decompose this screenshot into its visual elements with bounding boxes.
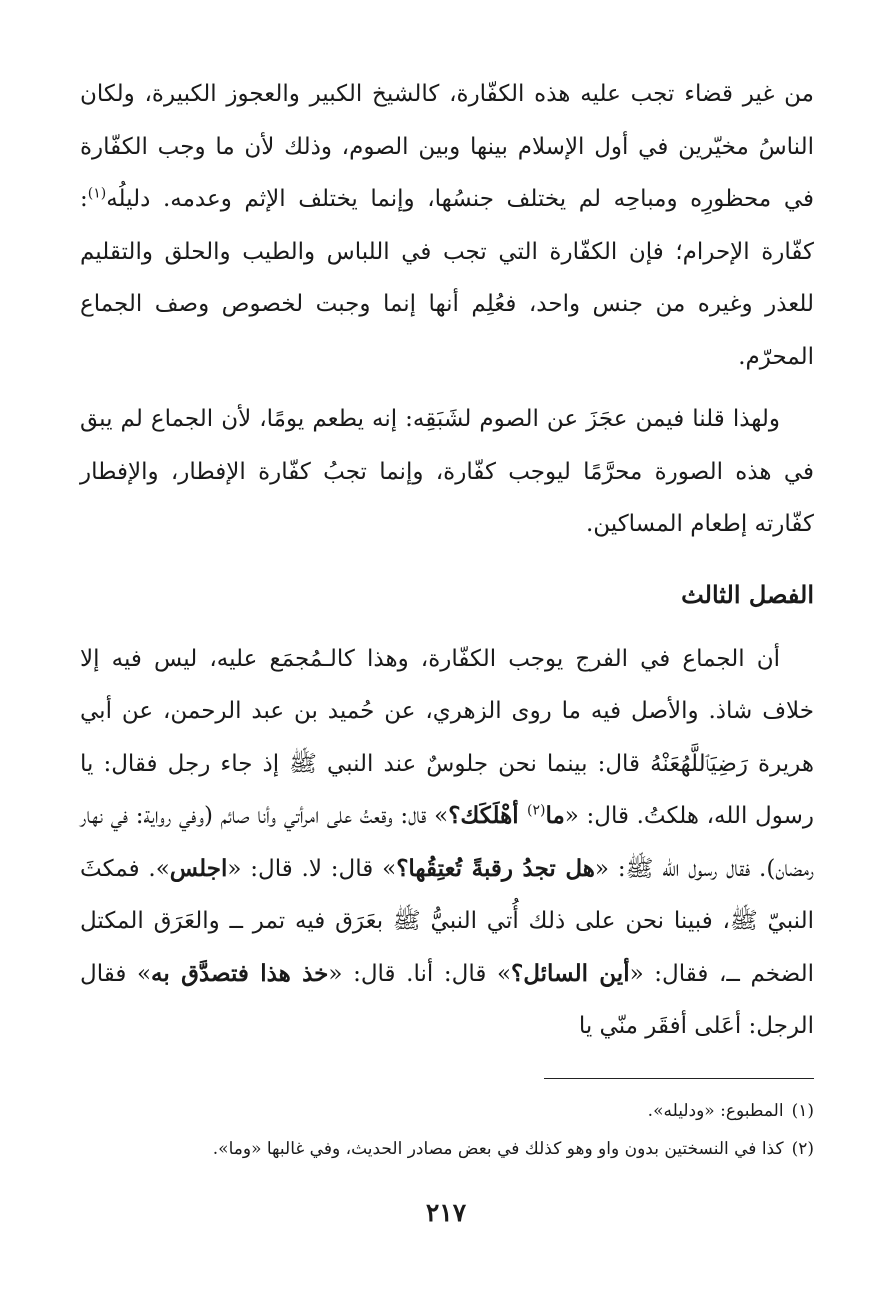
paragraph-1: من غير قضاء تجب عليه هذه الكفّارة، كالشيخ الكبير والعجوز الكبيرة، ولكان الناسُ مخيّرين في أول الإسلام بينها وبين الصوم، وذلك لأن ما وجب الكفّارة في محظورِه ومباحِه لم يختلف جنسُها، وإنما يختلف الإثم وعدمه. دليلُه$^{(١)}$: كفّارة الإحرام؛ فإن الكفّارة التي تجب في اللباس والطيب والحلق والتقليم للعذر وغيره من جنس واحد، فعُلِم أنها إنما وجبت لخصوص وصف الجماع المحرّم. [80,81,814,370]
footnote-ref-2: (٢) [526,802,546,819]
footnote-2: (٢)كذا في النسختين بدون واو وهو كذلك في بعض مصادر الحديث، وفي غالبها «وما». [212,1139,814,1159]
footnote-separator [544,1078,814,1079]
paragraph-2: ولهذا قلنا فيمن عجَزَ عن الصوم لشَبَقِه: إنه يطعم يومًا، لأن الجماع لم يبق في هذه الصورة محرَّمًا ليوجب كفّارة، وإنما تجبُ كفّارة الإفطار، والإفطار كفّارته إطعام المساكين. [80,406,814,537]
paragraph-3: أن الجماع في الفرج يوجب الكفّارة، وهذا كالـمُجمَع عليه، ليس فيه إلا خلاف شاذ. والأصل فيه ما روى الزهري، عن حُميد بن عبد الرحمن، عن أبي هريرة رَضِيَٱللَّهُعَنْهُ قال: بينما نحن جلوسٌ عند النبي ﷺ إذ جاء رجل فقال: يا رسول الله، هلكتُ. قال: «ما$^{(٢)}$ أهْلَكَك؟» قال: وقعتُ على امرأتي وأنا صائم (وفي رواية: في نهار رمضان). فقال رسول الله ﷺ: «هل تجدُ رقبةً تُعتِقُها؟» قال: لا. قال: «اجلس». فمكثَ النبيّ ﷺ، فبينا نحن على ذلك أُتي النبيُّ ﷺ بعَرَق فيه تمر ــ والعَرَق المكتل الضخم ــ، فقال: «أين السائل؟» قال: أنا. قال: «خذ هذا فتصدَّق به» فقال الرجل: أعَلى أفقَر منّي يا [80,645,815,1039]
section-title: الفصل الثالث [681,579,814,609]
footnote-ref-1: (١) [87,185,107,202]
footnotes [80,1092,814,1168]
footnote-1: (١)المطبوع: «ودليله». [647,1101,814,1121]
main-text [80,68,814,1053]
page-number: ٢١٧ [425,1198,467,1227]
